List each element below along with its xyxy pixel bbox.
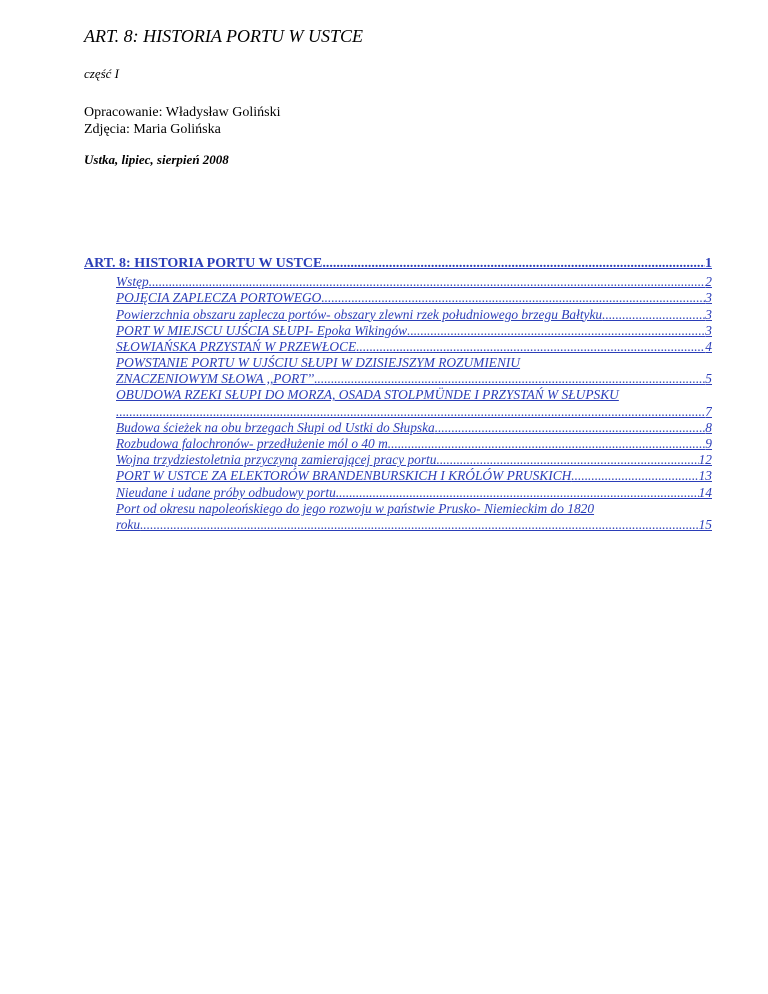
toc-page-number: 14 [698,484,712,500]
toc-entry-label: ART. 8: HISTORIA PORTU W USTCE [84,256,323,271]
toc-entry[interactable] [116,274,712,290]
toc-page-number: 12 [698,452,712,468]
toc-dot-leader [407,323,705,339]
toc-entry-label-continued: ZNACZENIOWYM SŁOWA ,,PORT’’ [116,371,315,387]
toc-page-number: 3 [705,322,712,338]
toc-entry[interactable] [116,484,712,500]
toc-dot-leader [602,307,705,323]
document-title: ART. 8: HISTORIA PORTU W USTCE [84,26,363,46]
toc-entry-label: Nieudane i udane próby odbudowy portu [116,484,336,500]
toc-entry[interactable] [116,323,712,339]
toc-page-number: 4 [705,338,712,354]
toc-entry[interactable] [116,339,712,355]
toc-dot-leader [356,339,705,355]
toc-entry[interactable] [116,306,712,322]
toc-entry-label: Wstęp [116,274,149,290]
toc-page-number: 2 [705,274,712,290]
document-subtitle: część I [84,66,120,81]
toc-page-number: 7 [705,403,712,419]
table-of-contents [84,254,712,533]
toc-page-number: 13 [698,468,712,484]
author-line: Opracowanie: Władysław Goliński [84,105,281,120]
toc-entry-label: OBUDOWA RZEKI SŁUPI DO MORZA, OSADA STOLPMÜNDE I PRZYSTAŃ W SŁUPSKU [116,387,619,403]
toc-entry-label: Powierzchnia obszaru zaplecza portów- obszary zlewni rzek południowego brzegu Bałtyku [116,306,603,322]
toc-dot-leader [140,517,699,533]
toc-entry-label: Wojna trzydziestoletnia przyczyną zamierającej pracy portu [116,452,437,468]
toc-entry-label: SŁOWIAŃSKA PRZYSTAŃ W PRZEWŁOCE [116,338,357,354]
toc-dot-leader [321,290,705,306]
toc-entry[interactable] [116,290,712,306]
toc-page-number: 1 [705,256,712,271]
toc-entries [116,274,712,533]
toc-entry-label: POWSTANIE PORTU W UJŚCIU SŁUPI W DZISIEJSZYM ROZUMIENIU [116,354,521,370]
toc-dot-leader [314,371,705,387]
toc-entry-line2 [116,404,712,420]
toc-dot-leader [388,436,706,452]
toc-entry-line2 [116,371,712,387]
toc-page-number: 8 [705,419,712,435]
toc-entry[interactable] [116,452,712,468]
toc-entry[interactable] [116,468,712,484]
toc-dot-leader [149,274,706,290]
toc-dot-leader [336,485,699,501]
toc-entry-label: Budowa ścieżek na obu brzegach Słupi od Ustki do Słupska [116,419,435,435]
toc-page-number: 5 [705,371,712,387]
toc-main-entry[interactable] [84,254,712,272]
credits-block [84,104,280,138]
toc-entry[interactable] [116,387,712,419]
toc-entry[interactable] [116,501,712,533]
toc-dot-leader [571,468,698,484]
toc-entry[interactable] [116,420,712,436]
toc-entry-label: PORT W MIEJSCU UJŚCIA SŁUPI- Epoka Wikingów [116,322,408,338]
toc-dot-leader [436,452,698,468]
toc-page-number: 9 [705,436,712,452]
toc-entry-label: PORT W USTCE ZA ELEKTORÓW BRANDENBURSKICH I KRÓLÓW PRUSKICH [116,468,572,484]
toc-entry-line2 [116,517,712,533]
toc-page-number: 3 [705,306,712,322]
toc-entry[interactable] [116,355,712,387]
toc-entry-label: Rozbudowa falochronów- przedłużenie mól o 40 m [116,436,388,452]
toc-dot-leader [322,256,705,272]
toc-entry-label: POJĘCIA ZAPLECZA PORTOWEGO [116,290,322,306]
toc-dot-leader [435,420,706,436]
photos-line: Zdjęcia: Maria Golińska [84,122,221,137]
toc-page-number: 15 [698,517,712,532]
toc-entry-label: Port od okresu napoleońskiego do jego rozwoju w państwie Prusko- Niemieckim do 1820 [116,500,595,516]
toc-entry-label-continued: roku [116,517,141,532]
place-date: Ustka, lipiec, sierpień 2008 [84,152,229,167]
toc-dot-leader [116,404,705,420]
toc-entry[interactable] [116,436,712,452]
toc-page-number: 3 [705,290,712,306]
